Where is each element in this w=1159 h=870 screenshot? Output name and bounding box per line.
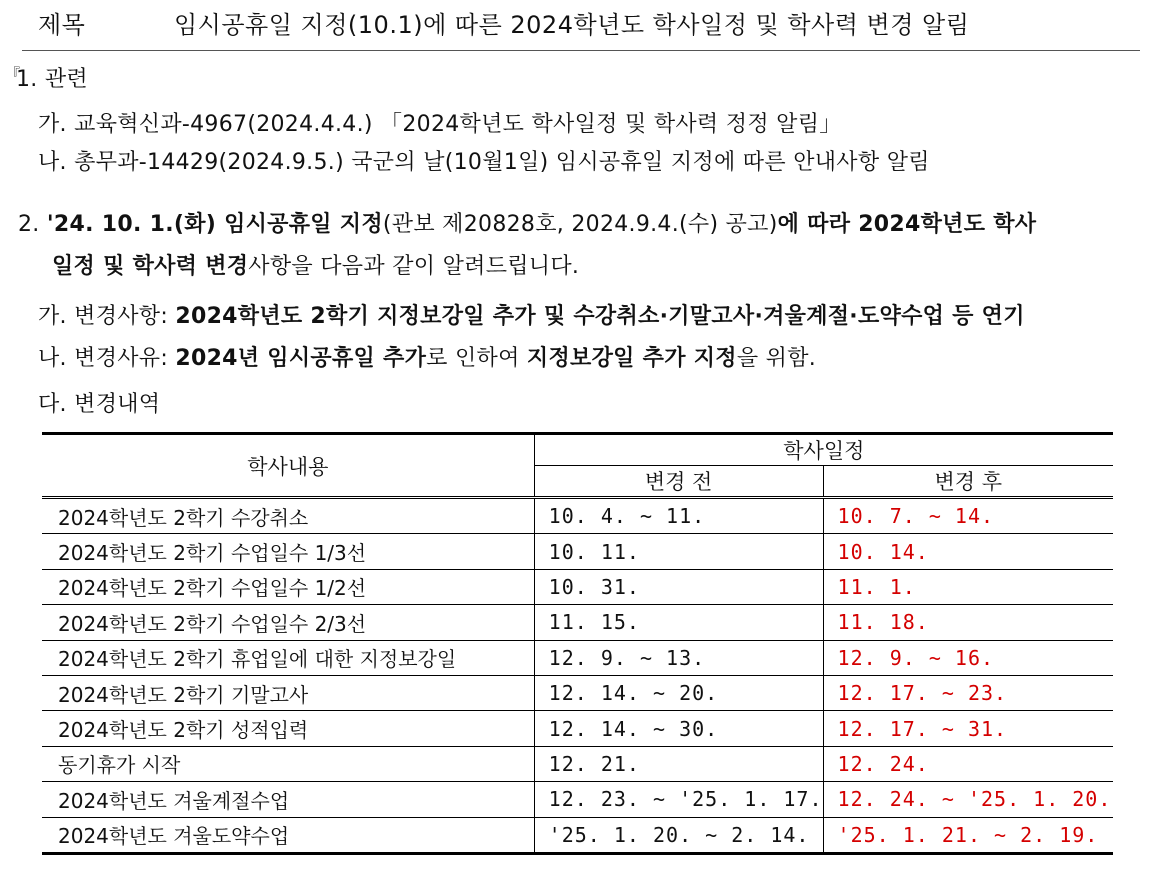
change-items-label: 가. 변경사항: (38, 304, 176, 329)
section-2-normal-1: (관보 제20828호, 2024.9.4.(수) 공고) (382, 212, 778, 237)
cell-item: 2024학년도 2학기 수업일수 1/3선 (42, 534, 534, 569)
column-header-after: 변경 후 (823, 466, 1113, 498)
section-2-number: 2. (18, 212, 40, 237)
cell-after: 10. 14. (823, 534, 1113, 569)
cell-after: 12. 24. ~ '25. 1. 20. (823, 782, 1113, 817)
column-header-before: 변경 전 (534, 466, 823, 498)
section-2-bold-3: 일정 및 학사력 변경 (52, 254, 249, 279)
cell-item: 2024학년도 2학기 성적입력 (42, 711, 534, 746)
change-reason-line (38, 344, 816, 374)
cell-after: 11. 18. (823, 605, 1113, 640)
cell-before: 12. 23. ~ '25. 1. 17. (534, 782, 823, 817)
cell-item: 2024학년도 2학기 수강취소 (42, 498, 534, 534)
cell-item: 2024학년도 2학기 수업일수 2/3선 (42, 605, 534, 640)
cell-item: 2024학년도 겨울계절수업 (42, 782, 534, 817)
open-quote-mark: 『 (5, 65, 21, 83)
cell-before: 10. 31. (534, 569, 823, 604)
section-1-item-b: 나. 총무과-14429(2024.9.5.) 국군의 날(10월1일) 임시공휴일 지정에 따른 안내사항 알림 (38, 150, 930, 175)
table-row (42, 746, 1113, 781)
table-row (42, 498, 1113, 534)
table-row (42, 605, 1113, 640)
change-items-value: 2024학년도 2학기 지정보강일 추가 및 수강취소·기말고사·겨울계절·도약수업 등 연기 (175, 304, 1025, 329)
section-1-item-a: 가. 교육혁신과-4967(2024.4.4.) 「2024학년도 학사일정 및 학사력 정정 알림」 (38, 112, 842, 137)
section-2-line-2 (52, 252, 579, 282)
section-2-bold-2: 에 따라 2024학년도 학사 (777, 212, 1037, 237)
section-2-line-1 (18, 210, 1036, 240)
table-row (42, 711, 1113, 746)
section-2-bold-1: '24. 10. 1.(화) 임시공휴일 지정 (46, 212, 383, 237)
change-details-label: 다. 변경내역 (38, 392, 161, 417)
cell-before: 12. 14. ~ 30. (534, 711, 823, 746)
section-1-heading: 1. 관련 (16, 67, 88, 92)
cell-after: 10. 7. ~ 14. (823, 498, 1113, 534)
schedule-change-table (42, 432, 1113, 855)
cell-before: 12. 9. ~ 13. (534, 640, 823, 675)
cell-before: 10. 11. (534, 534, 823, 569)
table-row (42, 569, 1113, 604)
cell-before: 12. 21. (534, 746, 823, 781)
table-row (42, 640, 1113, 675)
table-row (42, 782, 1113, 817)
change-reason-bold-1: 2024년 임시공휴일 추가 (175, 346, 427, 371)
title-label: 제목 (38, 11, 86, 39)
table-row (42, 675, 1113, 710)
change-reason-normal-1: 로 인하여 (426, 346, 527, 371)
cell-before: '25. 1. 20. ~ 2. 14. (534, 817, 823, 853)
document-title-row (22, 8, 1140, 51)
cell-after: '25. 1. 21. ~ 2. 19. (823, 817, 1113, 853)
cell-before: 11. 15. (534, 605, 823, 640)
table-row (42, 534, 1113, 569)
table-row (42, 817, 1113, 853)
cell-item: 동기휴가 시작 (42, 746, 534, 781)
change-items-line (38, 302, 1025, 332)
cell-after: 12. 17. ~ 31. (823, 711, 1113, 746)
cell-item: 2024학년도 겨울도약수업 (42, 817, 534, 853)
cell-item: 2024학년도 2학기 기말고사 (42, 675, 534, 710)
cell-item: 2024학년도 2학기 수업일수 1/2선 (42, 569, 534, 604)
cell-after: 12. 24. (823, 746, 1113, 781)
change-reason-bold-2: 지정보강일 추가 지정 (526, 346, 737, 371)
column-header-item: 학사내용 (42, 434, 534, 498)
cell-before: 12. 14. ~ 20. (534, 675, 823, 710)
cell-after: 12. 17. ~ 23. (823, 675, 1113, 710)
change-reason-normal-2: 을 위함. (736, 346, 817, 371)
change-reason-label: 나. 변경사유: (38, 346, 176, 371)
document-title: 임시공휴일 지정(10.1)에 따른 2024학년도 학사일정 및 학사력 변경 알림 (174, 11, 970, 39)
section-2-normal-2: 사항을 다음과 같이 알려드립니다. (248, 254, 580, 279)
cell-item: 2024학년도 2학기 휴업일에 대한 지정보강일 (42, 640, 534, 675)
cell-after: 12. 9. ~ 16. (823, 640, 1113, 675)
cell-before: 10. 4. ~ 11. (534, 498, 823, 534)
column-header-schedule: 학사일정 (534, 434, 1113, 466)
cell-after: 11. 1. (823, 569, 1113, 604)
